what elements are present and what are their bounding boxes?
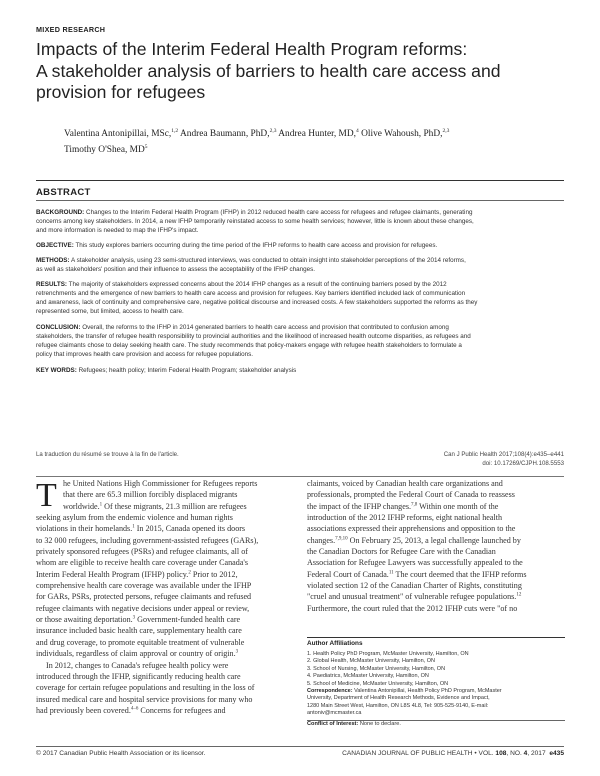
citation-superscript: 11 [388,570,394,576]
body-line: claimants, voiced by Canadian health care organizations and [307,479,503,488]
body-line: changes.$^{7,9,10}$ On February 25, 2013, a legal challenge launched by [307,535,521,545]
abstract-line: Changes to the Interim Federal Health Program (IFHP) in 2012 reduced health care access for refugees and refugee claimants, generating [86,209,473,216]
body-line: insured medical care and hospital service provisions for many who [36,694,253,704]
abstract-line: stakeholders, the transfer of refugee health responsibility to provincial authorities and the likelihood of increased health outcome disparities, as refugees and [36,332,471,340]
body-paragraph [307,478,565,614]
author-list [64,125,564,156]
abstract-label: RESULTS: [36,281,68,288]
citation-superscript: 7,8 [411,502,418,507]
body-line: introduction of the 2012 IFHP reforms, eight national health [307,513,503,523]
abstract-line: A stakeholder analysis, using 23 semi-structured interviews, was conducted to obtain insight into stakeholder perceptions of the 2014 reforms, [71,257,466,264]
issue-number: 4 [523,750,528,757]
body-line: coverage for certain refugee populations and resulting in the loss of [36,683,255,693]
affiliation-item: 5. School of Medicine, McMaster University, Hamilton, ON [307,680,449,687]
abstract-label: BACKGROUND: [36,209,85,216]
abstract-objective [36,242,564,251]
body-line: violated section 12 of the Canadian Charter of Rights, constituting [307,581,522,591]
abstract-line: Overall, the reforms to the IFHP in 2014 generated barriers to health care access and provision that contributed to confusion among [82,324,449,331]
correspondence-email: antoniv@mcmaster.ca [307,710,362,717]
volume-number: 108 [495,750,507,757]
citation-superscript: 1 [99,502,103,507]
body-line: the impact of the IFHP changes.$^{7,8}$ Within one month of the [307,501,499,511]
citation-superscript: 3 [235,649,239,655]
body-line: Interim Federal Health Program (IFHP) policy.$^2$ Prior to 2012, [36,569,238,579]
doi-line: doi: 10.17269/CJPH.108.5553 [482,459,564,467]
affiliations-rule [307,637,565,638]
year: , 2017 [527,750,546,757]
journal-footer [342,750,564,757]
body-line: comprehensive health care coverage was available under the IFHP [36,581,252,591]
author-affil-sup: 1,2 [171,128,179,134]
affiliations-heading: Author Affiliations [307,640,363,647]
author-name: Andrea Baumann, PhD, [179,129,270,140]
body-line: Association for Refugee Lawyers was successfully appealed to the [307,558,523,568]
citation-superscript: 7,9,10 [335,536,348,542]
citation-line: Can J Public Health 2017;108(4):e435–e441 [443,451,564,458]
footer-rule [36,746,564,747]
abstract-conclusion [36,324,564,360]
article-title [36,39,556,104]
title-line: Impacts of the Interim Federal Health Program reforms: [36,39,468,59]
author-line [64,125,564,141]
title-line: provision for refugees [36,82,206,102]
abstract-line: retrenchments and the emergence of new barriers to health care access and provision for refugees. Key barriers identified included lack of communication [36,289,466,297]
author-name: Timothy O'Shea, MD [64,144,145,155]
body-line: seeking asylum from the endemic violence and human rights [36,513,233,523]
author-name: Olive Wahoush, PhD, [361,129,443,140]
citation-superscript: 4–6 [130,706,139,712]
issue-label: , NO. [506,750,524,757]
abstract-methods [36,257,564,275]
body-line: associations expressed their apprehensions and opposition to the [307,524,516,534]
abstract-line: The majority of stakeholders expressed concerns about the 2014 IFHP changes as a result of the continuing barriers posed by the 2012 [68,281,447,288]
citation-superscript: 2 [188,570,191,576]
abstract-line: and more information is needed to map the IFHP's impact. [36,226,199,234]
abstract-background [36,209,564,236]
author-affil-sup: 2,3 [442,128,450,134]
body-line: Federal Court of Canada.$^{11}$ The court deemed that the IFHP reforms [307,569,527,579]
body-top-rule [36,476,564,477]
affiliation-item: 1. Health Policy PhD Program, McMaster University, Hamilton, ON [307,651,469,657]
body-column-right [307,478,565,614]
author-name: Andrea Hunter, MD, [278,129,356,140]
body-line: to 32 000 refugees, including government-assisted refugees (GARs), [36,535,259,545]
abstract-label: OBJECTIVE: [36,242,74,249]
abstract-label: CONCLUSION: [36,324,81,331]
abstract-line: policy that improves health care provision and access for refugee populations. [36,350,254,358]
title-line: A stakeholder analysis of barriers to health care access and [36,60,501,81]
citation-block [444,451,564,468]
correspondence-line: Valentina Antonipillai, Health Policy PhD Program, McMaster [352,688,502,695]
abstract-heading: ABSTRACT [36,187,91,198]
citation-superscript: 1 [132,524,135,530]
keywords-text: Refugees; health policy; Interim Federal Health Program; stakeholder analysis [78,367,297,374]
body-line: the Canadian Doctors for Refugee Care with the Canadian [307,547,496,557]
body-line: worldwide.$^1$ Of these migrants, 21.3 million are refugees [63,501,247,511]
citation-superscript: 3 [132,615,136,621]
author-name: Valentina Antonipillai, MSc, [64,129,172,140]
abstract-line: as well as stakeholders' position and their influence to assess the acceptability of the IFHP changes. [36,265,316,273]
abstract-results [36,281,564,317]
body-line: "cruel and unusual treatment" of vulnerable refugee populations.$^{12}$ [307,592,522,602]
body-column-left [36,478,296,716]
body-line: refugee claimants with negative decisions under appeal or review, [36,603,250,613]
french-abstract-note: La traduction du résumé se trouve à la fin de l'article. [36,451,179,458]
affiliation-item: 2. Global Health, McMaster University, Hamilton, ON [307,658,435,665]
body-line: or those awaiting deportation.$^3$ Government-funded health care [36,615,241,625]
body-line: professionals, prompted the Federal Court of Canada to reassess [307,490,515,500]
drop-cap: T [36,477,57,514]
body-line: Furthermore, the court ruled that the 2012 IFHP cuts were "of no [307,603,518,613]
abstract-line: refugee claimants chose to delay seeking health care. The study recommends that policy-makers engage with refugee health stakeholders to formulate a [36,341,462,349]
body-line: individuals, regardless of claim approval or country of origin.$^3$ [36,649,239,659]
affiliation-item: 3. School of Nursing, McMaster University, Hamilton, ON [307,665,446,672]
body-line: and drug coverage, to promote equitable treatment of vulnerable [36,637,245,647]
abstract-label: METHODS: [36,257,70,264]
body-line: whom are eligible to receive health care coverage under Canada's [36,558,249,568]
section-tag: MIXED RESEARCH [36,25,106,34]
body-line: had previously been covered.$^{4-6}$ Concerns for refugees and [36,705,226,715]
body-line: he United Nations High Commissioner for Refugees reports [63,479,258,488]
abstract-line: and awareness, lack of continuity and comprehensive care, negative political discourse and increased costs. A few stakeholders supported the reforms as they [36,298,478,306]
correspondence-line: University, Department of Health Research Methods, Evidence and Impact, [307,695,490,702]
body-line: violations in their homelands.$^1$ In 2015, Canada opened its doors [36,524,246,534]
body-line: for GARs, PSRs, protected persons, refugee claimants and refused [36,592,252,602]
abstract-label: KEY WORDS: [36,367,77,374]
citation-superscript: 12 [516,592,522,598]
coi-label: Conflict of Interest: [307,721,359,727]
abstract-heading-rule [36,200,564,201]
body-line: insurance included basic health care, supplementary health care [36,626,242,636]
body-line: privately sponsored refugees (PSRs) and refugee claimants, all of [36,547,248,557]
correspondence-line: 1280 Main Street West, Hamilton, ON L8S 4L8, Tel: 905-525-9140, E-mail: [307,702,489,709]
body-paragraph [36,478,296,660]
journal-name: CANADIAN JOURNAL OF PUBLIC HEALTH • VOL. [342,750,496,757]
body-line: that there are 65.3 million forcibly displaced migrants [63,490,238,500]
correspondence-label: Correspondence: [307,688,353,695]
affiliations-list [307,651,565,718]
body-paragraph [36,660,296,717]
abstract-top-rule [36,180,564,181]
conflict-of-interest [307,721,401,727]
author-affil-sup: 5 [144,143,148,150]
author-affil-sup: 4 [356,128,359,134]
abstract-line: concerns among key stakeholders. In 2014, a new IFHP temporarily reinstated access to some health services; however, little is known about these changes, [36,217,474,225]
page-number: e435 [549,750,564,757]
abstract-line: This study explores barriers occurring during the time period of the IFHP reforms to health care access and provision for refugees. [75,242,438,249]
abstract-keywords [36,367,564,376]
author-affil-sup: 2,3 [269,128,277,134]
author-line [64,141,564,157]
body-line: introduced through the IFHP, significantly reducing health care [36,671,241,681]
body-line: In 2012, changes to Canada's refugee health policy were [46,660,229,670]
affiliation-item: 4. Paediatrics, McMaster University, Hamilton, ON [307,673,429,680]
abstract-line: represented some, but limited, access to health care. [36,307,184,315]
coi-text: None to declare. [358,721,401,727]
copyright-notice: © 2017 Canadian Public Health Association or its licensor. [36,750,206,757]
